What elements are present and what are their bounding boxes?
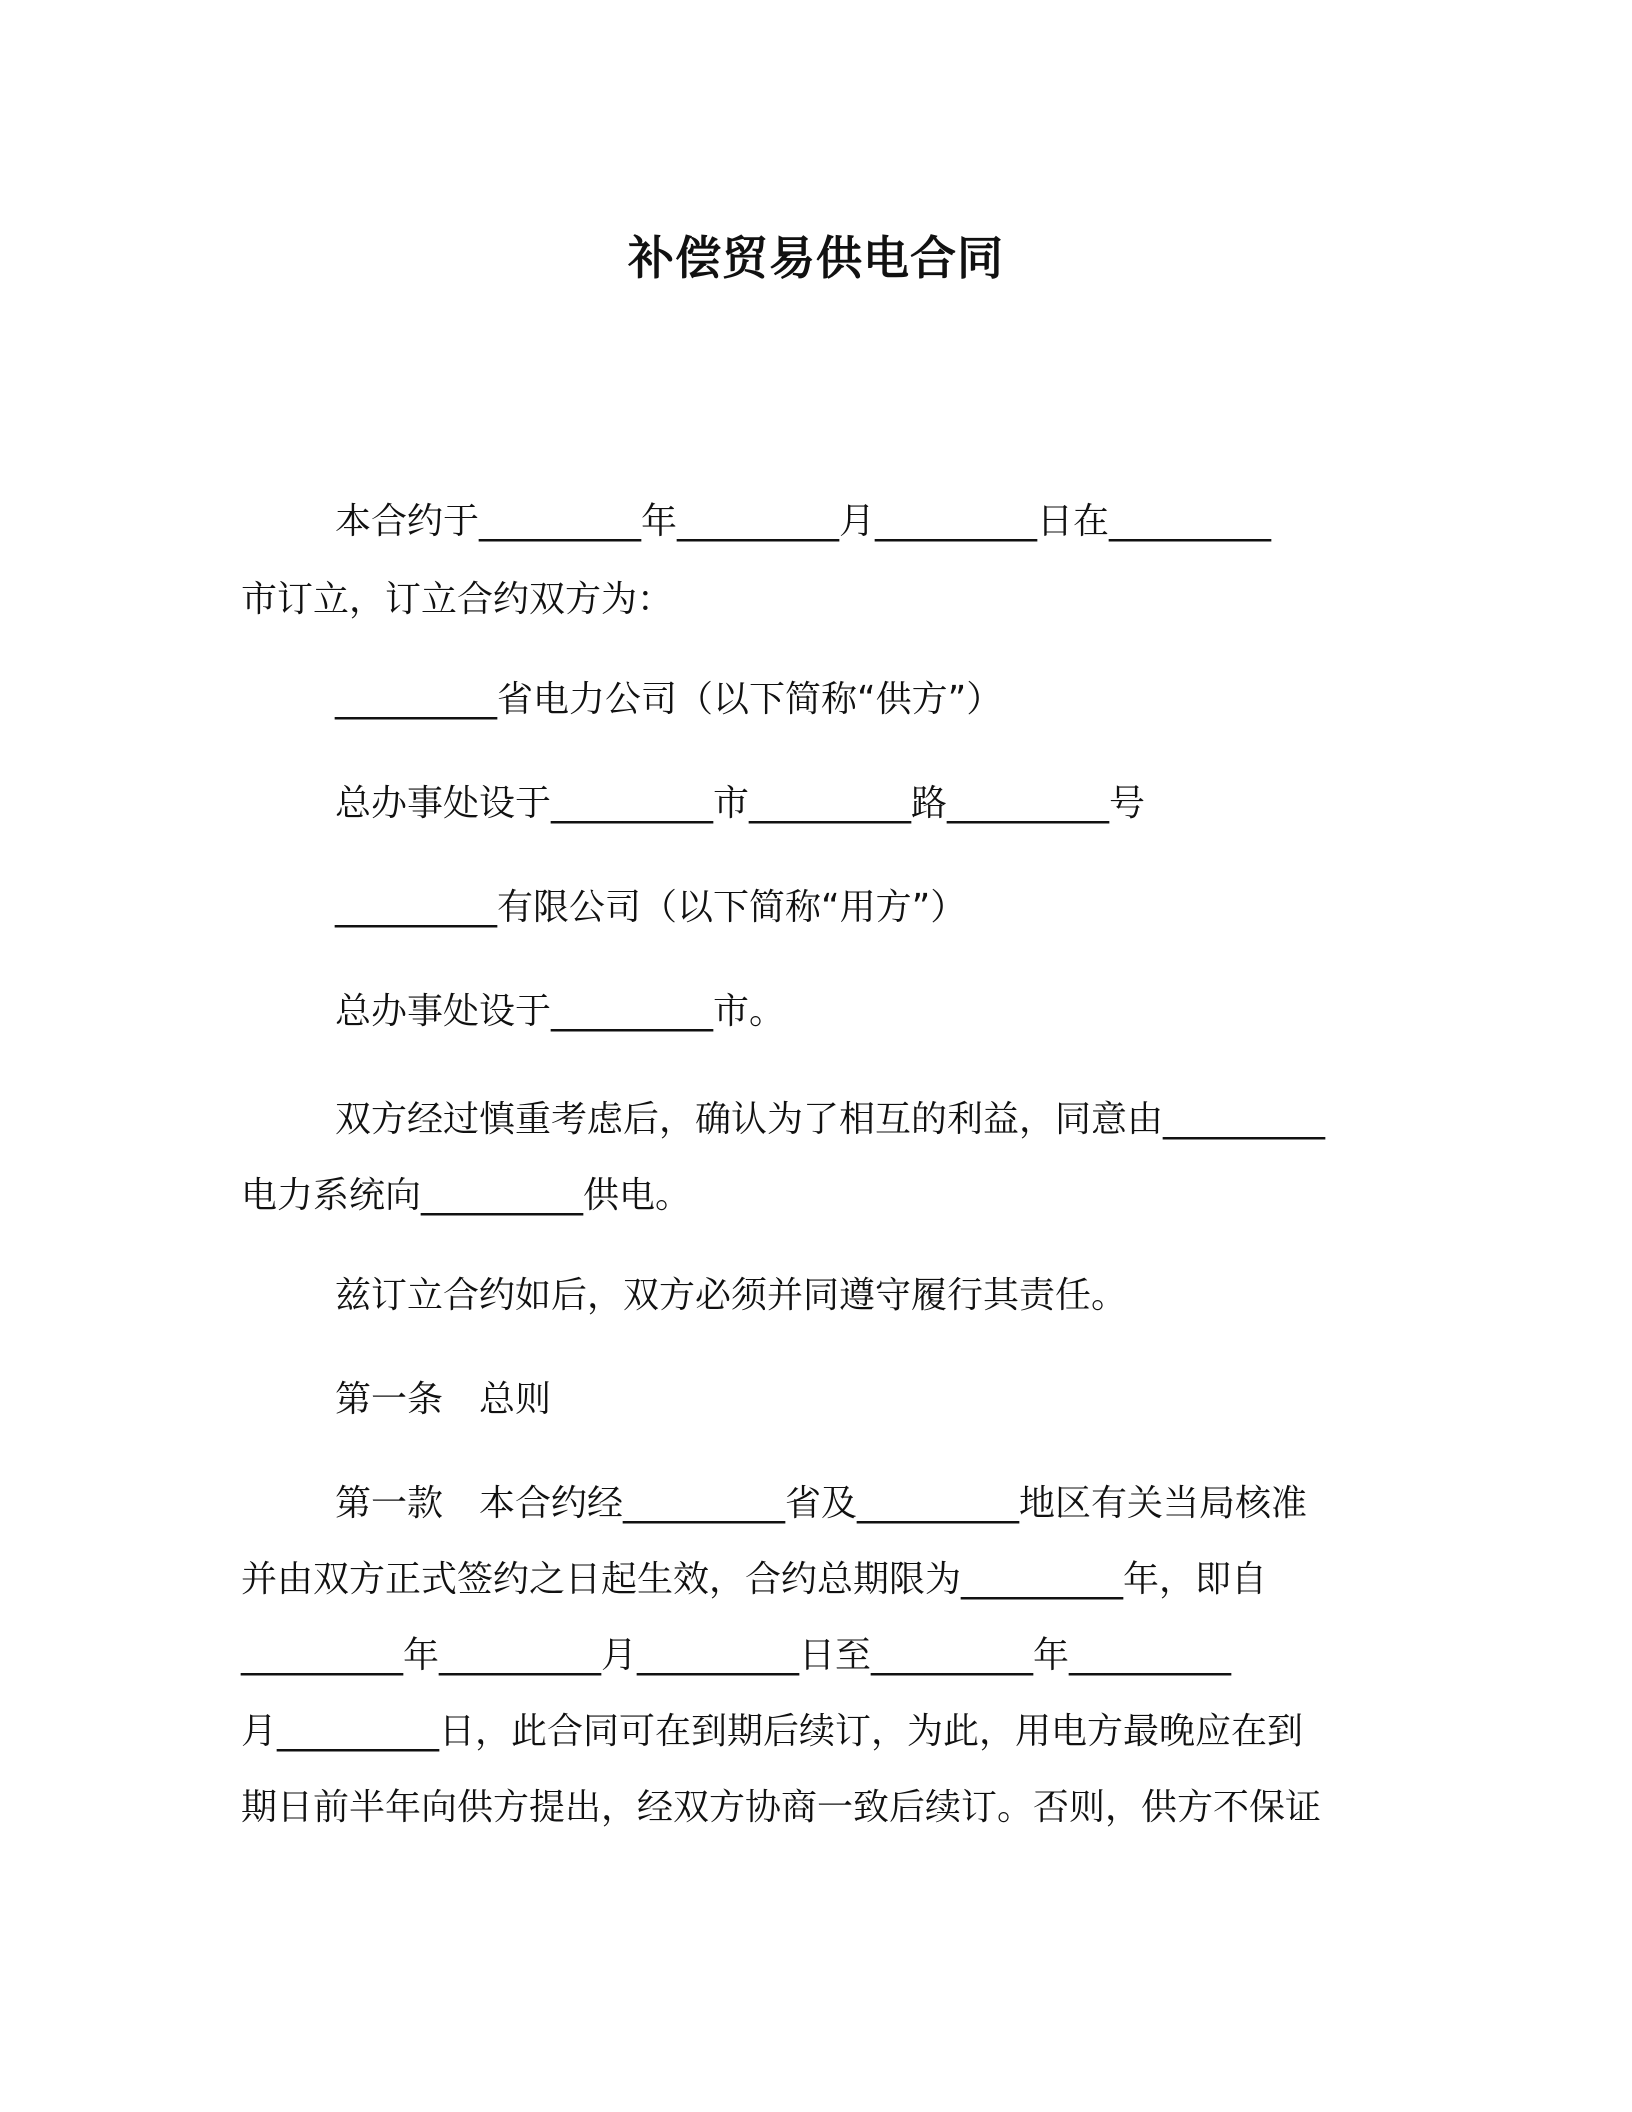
- section-heading: 第一条 总则: [335, 1379, 552, 1420]
- paragraph-line: 市订立，订立合约双方为：: [241, 579, 674, 620]
- paragraph-line: _________省电力公司（以下简称“供方”）: [335, 679, 1003, 720]
- paragraph-line: 期日前半年向供方提出，经双方协商一致后续订。否则，供方不保证: [241, 1787, 1322, 1828]
- document-title: 补偿贸易供电合同: [628, 231, 1004, 285]
- paragraph-line: 总办事处设于_________市_________路_________号: [335, 783, 1146, 824]
- paragraph-line: 月_________日，此合同可在到期后续订，为此，用电方最晚应在到: [241, 1711, 1304, 1752]
- paragraph-line: 本合约于_________年_________月_________日在_________: [335, 501, 1272, 542]
- paragraph-line: 并由双方正式签约之日起生效，合约总期限为_________年，即自: [241, 1559, 1268, 1600]
- paragraph-line: 总办事处设于_________市。: [335, 991, 786, 1032]
- paragraph-line: 电力系统向_________供电。: [241, 1175, 692, 1216]
- paragraph-line: 兹订立合约如后，双方必须并同遵守履行其责任。: [335, 1275, 1128, 1316]
- paragraph-line: 第一款 本合约经_________省及_________地区有关当局核准: [335, 1483, 1308, 1524]
- paragraph-line: _________年_________月_________日至_________年_________: [241, 1635, 1231, 1676]
- paragraph-line: 双方经过慎重考虑后，确认为了相互的利益，同意由_________: [335, 1099, 1326, 1140]
- paragraph-line: _________有限公司（以下简称“用方”）: [335, 887, 967, 928]
